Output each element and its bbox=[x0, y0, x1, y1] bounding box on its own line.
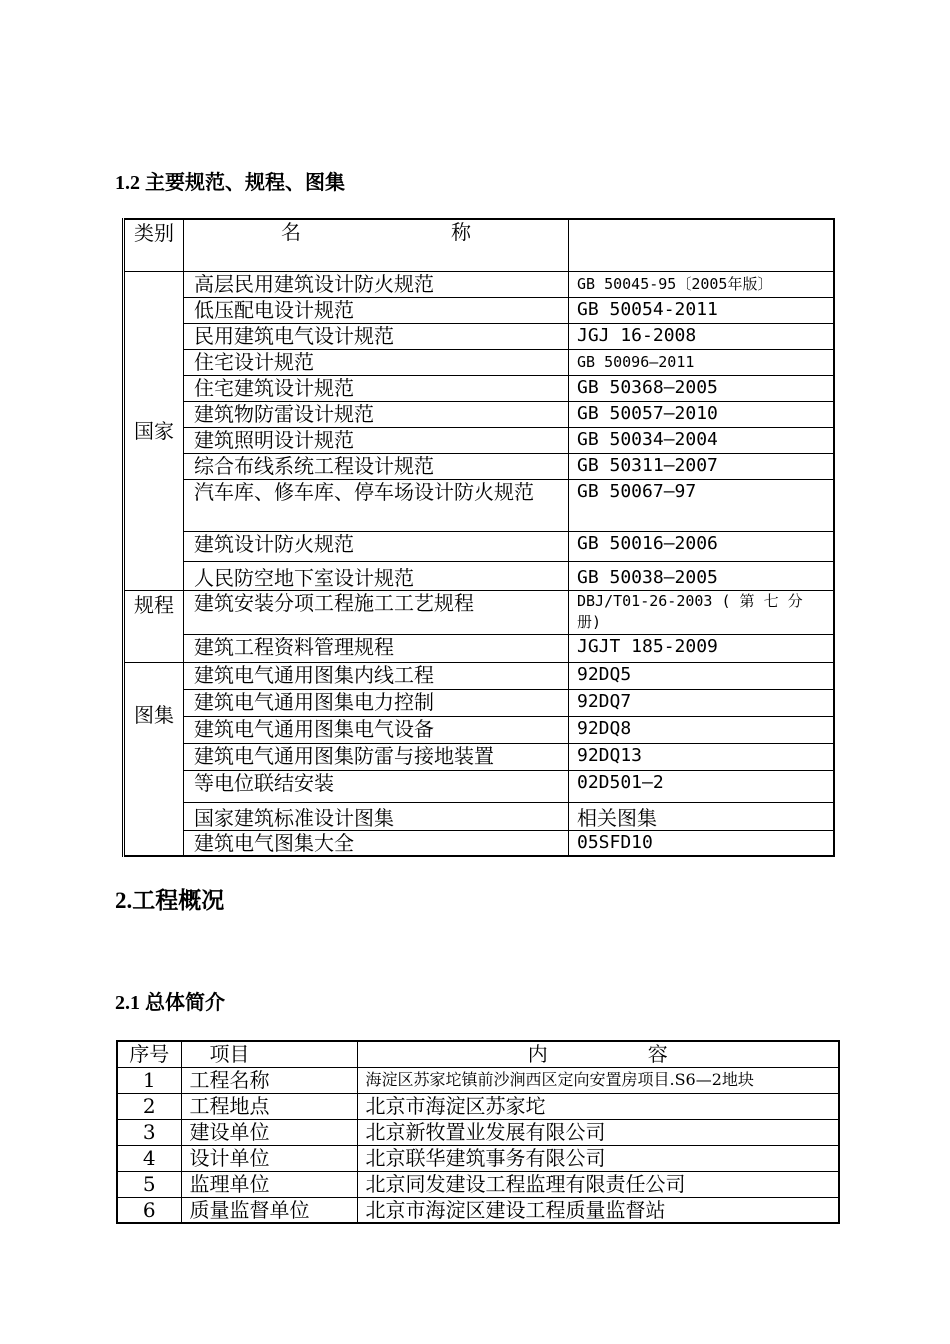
standard-code: 92DQ7 bbox=[569, 689, 834, 716]
table-row bbox=[117, 1197, 839, 1223]
standard-code: GB 50045-95〔2005年版〕 bbox=[569, 271, 834, 297]
category-national: 国家 bbox=[124, 271, 184, 590]
table-row bbox=[124, 561, 834, 590]
standard-code: GB 50038—2005 bbox=[569, 561, 834, 590]
standard-name: 建筑工程资料管理规程 bbox=[184, 634, 569, 662]
table-row bbox=[124, 689, 834, 716]
table-row bbox=[124, 479, 834, 531]
standard-code: GB 50054-2011 bbox=[569, 297, 834, 323]
standard-name: 民用建筑电气设计规范 bbox=[184, 323, 569, 349]
header-name-right: 称 bbox=[451, 220, 471, 244]
standard-code: JGJT 185-2009 bbox=[569, 634, 834, 662]
table-row bbox=[124, 590, 834, 634]
table-row bbox=[124, 634, 834, 662]
standard-code: GB 50311—2007 bbox=[569, 453, 834, 479]
row-content: 海淀区苏家坨镇前沙涧西区定向安置房项目.S6—2地块 bbox=[357, 1067, 839, 1093]
overview-table-header bbox=[117, 1041, 839, 1067]
standard-name: 建筑电气通用图集防雷与接地装置 bbox=[184, 743, 569, 770]
standard-code: 92DQ8 bbox=[569, 716, 834, 743]
table-row bbox=[124, 323, 834, 349]
standard-name: 国家建筑标准设计图集 bbox=[184, 802, 569, 830]
table-row bbox=[124, 401, 834, 427]
standard-name: 等电位联结安装 bbox=[184, 770, 569, 802]
standard-name: 住宅建筑设计规范 bbox=[184, 375, 569, 401]
header-content bbox=[357, 1041, 839, 1067]
row-item: 质量监督单位 bbox=[181, 1197, 357, 1223]
category-regulation: 规程 bbox=[124, 590, 184, 662]
table-row bbox=[124, 802, 834, 830]
standard-code: JGJ 16-2008 bbox=[569, 323, 834, 349]
standard-code: GB 50368—2005 bbox=[569, 375, 834, 401]
row-content: 北京同发建设工程监理有限责任公司 bbox=[357, 1171, 839, 1197]
header-content-left: 内 bbox=[527, 1042, 548, 1066]
standards-table-header bbox=[124, 219, 834, 271]
standard-name: 建筑电气通用图集电气设备 bbox=[184, 716, 569, 743]
standard-name: 高层民用建筑设计防火规范 bbox=[184, 271, 569, 297]
standard-name: 建筑安装分项工程施工工艺规程 bbox=[184, 590, 569, 634]
table-row bbox=[124, 375, 834, 401]
row-item: 建设单位 bbox=[181, 1119, 357, 1145]
header-content-right: 容 bbox=[647, 1042, 668, 1066]
standard-code: 05SFD10 bbox=[569, 830, 834, 856]
standard-code: GB 50034—2004 bbox=[569, 427, 834, 453]
row-index: 4 bbox=[117, 1145, 181, 1171]
table-row bbox=[117, 1119, 839, 1145]
header-name bbox=[184, 219, 569, 271]
header-index: 序号 bbox=[117, 1041, 181, 1067]
row-index: 2 bbox=[117, 1093, 181, 1119]
standard-name: 人民防空地下室设计规范 bbox=[184, 561, 569, 590]
table-row bbox=[117, 1171, 839, 1197]
standard-name: 建筑物防雷设计规范 bbox=[184, 401, 569, 427]
standard-name: 综合布线系统工程设计规范 bbox=[184, 453, 569, 479]
table-row bbox=[124, 297, 834, 323]
standard-name: 汽车库、修车库、停车场设计防火规范 bbox=[184, 479, 569, 531]
table-row bbox=[124, 716, 834, 743]
standard-name: 建筑电气通用图集电力控制 bbox=[184, 689, 569, 716]
row-content: 北京联华建筑事务有限公司 bbox=[357, 1145, 839, 1171]
table-row bbox=[124, 662, 834, 689]
standard-code: 02D501—2 bbox=[569, 770, 834, 802]
table-row bbox=[124, 453, 834, 479]
table-row bbox=[117, 1093, 839, 1119]
standard-name: 建筑电气图集大全 bbox=[184, 830, 569, 856]
standard-name: 建筑设计防火规范 bbox=[184, 531, 569, 561]
row-item: 设计单位 bbox=[181, 1145, 357, 1171]
row-item: 工程地点 bbox=[181, 1093, 357, 1119]
standard-code: GB 50067—97 bbox=[569, 479, 834, 531]
table-row bbox=[124, 743, 834, 770]
table-row bbox=[124, 770, 834, 802]
header-name-left: 名 bbox=[281, 220, 301, 244]
row-index: 5 bbox=[117, 1171, 181, 1197]
table-row bbox=[124, 427, 834, 453]
overview-table bbox=[116, 1040, 840, 1224]
row-content: 北京新牧置业发展有限公司 bbox=[357, 1119, 839, 1145]
table-row bbox=[117, 1067, 839, 1093]
header-code bbox=[569, 219, 834, 271]
section-heading-2: 2.工程概况 bbox=[115, 888, 225, 913]
table-row bbox=[124, 830, 834, 856]
category-atlas: 图集 bbox=[124, 662, 184, 856]
standards-table bbox=[122, 218, 835, 857]
standard-name: 建筑照明设计规范 bbox=[184, 427, 569, 453]
section-heading-2-1: 2.1 总体简介 bbox=[115, 992, 225, 1014]
standard-code: 92DQ5 bbox=[569, 662, 834, 689]
standard-code: GB 50096—2011 bbox=[569, 349, 834, 375]
row-index: 1 bbox=[117, 1067, 181, 1093]
standard-name: 建筑电气通用图集内线工程 bbox=[184, 662, 569, 689]
standard-code: 92DQ13 bbox=[569, 743, 834, 770]
standard-code: 相关图集 bbox=[569, 802, 834, 830]
table-row bbox=[117, 1145, 839, 1171]
row-content: 北京市海淀区建设工程质量监督站 bbox=[357, 1197, 839, 1223]
row-content: 北京市海淀区苏家坨 bbox=[357, 1093, 839, 1119]
row-index: 6 bbox=[117, 1197, 181, 1223]
table-row bbox=[124, 349, 834, 375]
header-category: 类别 bbox=[124, 219, 184, 271]
row-item: 工程名称 bbox=[181, 1067, 357, 1093]
table-row bbox=[124, 531, 834, 561]
row-item: 监理单位 bbox=[181, 1171, 357, 1197]
standard-name: 住宅设计规范 bbox=[184, 349, 569, 375]
standard-code: GB 50057—2010 bbox=[569, 401, 834, 427]
section-heading-1-2: 1.2 主要规范、规程、图集 bbox=[115, 172, 345, 194]
header-item: 项目 bbox=[181, 1041, 357, 1067]
standard-code: DBJ/T01-26-2003 ( 第 七 分册) bbox=[569, 590, 834, 634]
standard-code: GB 50016—2006 bbox=[569, 531, 834, 561]
standard-name: 低压配电设计规范 bbox=[184, 297, 569, 323]
table-row bbox=[124, 271, 834, 297]
row-index: 3 bbox=[117, 1119, 181, 1145]
